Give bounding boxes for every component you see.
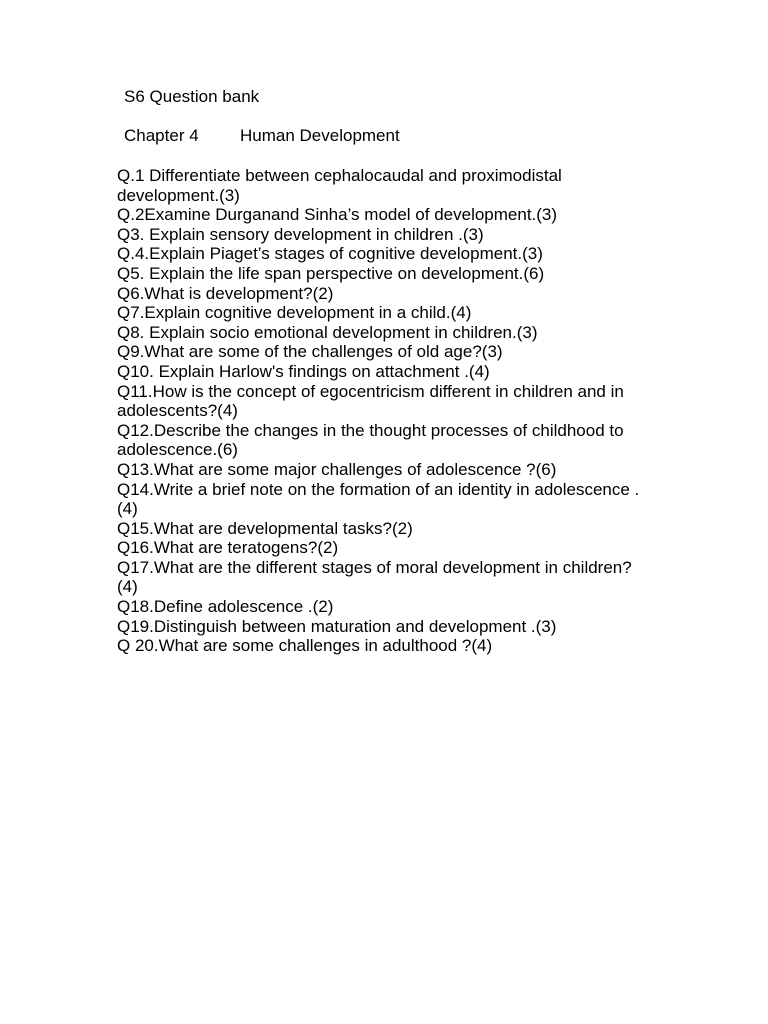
question-item: Q19.Distinguish between maturation and development .(3): [117, 616, 557, 636]
question-item: Q7.Explain cognitive development in a child.(4): [117, 303, 472, 323]
question-item: Q6.What is development?(2): [117, 283, 334, 303]
question-item: Q15.What are developmental tasks?(2): [117, 518, 413, 538]
question-item: Q.1 Differentiate between cephalocaudal and proximodistal development.(3): [117, 166, 562, 205]
question-list: [117, 166, 647, 656]
question-item: Q11.How is the concept of egocentricism different in children and in adolescents?(4): [117, 381, 624, 421]
question-item: Q14.Write a brief note on the formation of an identity in adolescence .(4): [117, 479, 640, 519]
question-item: Q.4.Explain Piaget’s stages of cognitive development.(3): [117, 244, 543, 264]
question-item: Q 20.What are some challenges in adulthood ?(4): [117, 636, 493, 656]
question-item: Q17.What are the different stages of moral development in children?(4): [117, 557, 632, 597]
document-title: S6 Question bank: [124, 87, 260, 106]
question-item: Q10. Explain Harlow's findings on attachment .(4): [117, 361, 490, 381]
question-item: Q18.Define adolescence .(2): [117, 597, 334, 617]
question-item: Q8. Explain socio emotional development in children.(3): [117, 322, 538, 342]
question-item: Q.2Examine Durganand Sinha’s model of development.(3): [117, 205, 558, 225]
question-item: Q9.What are some of the challenges of old age?(3): [117, 342, 503, 362]
chapter-heading: [124, 126, 400, 146]
question-item: Q16.What are teratogens?(2): [117, 538, 339, 558]
chapter-label: Chapter 4: [124, 126, 199, 145]
question-item: Q3. Explain sensory development in children .(3): [117, 224, 484, 244]
question-item: Q12.Describe the changes in the thought processes of childhood to adolescence.(6): [117, 420, 624, 460]
chapter-name: Human Development: [240, 126, 400, 145]
question-item: Q13.What are some major challenges of adolescence ?(6): [117, 459, 557, 479]
question-item: Q5. Explain the life span perspective on development.(6): [117, 263, 545, 283]
